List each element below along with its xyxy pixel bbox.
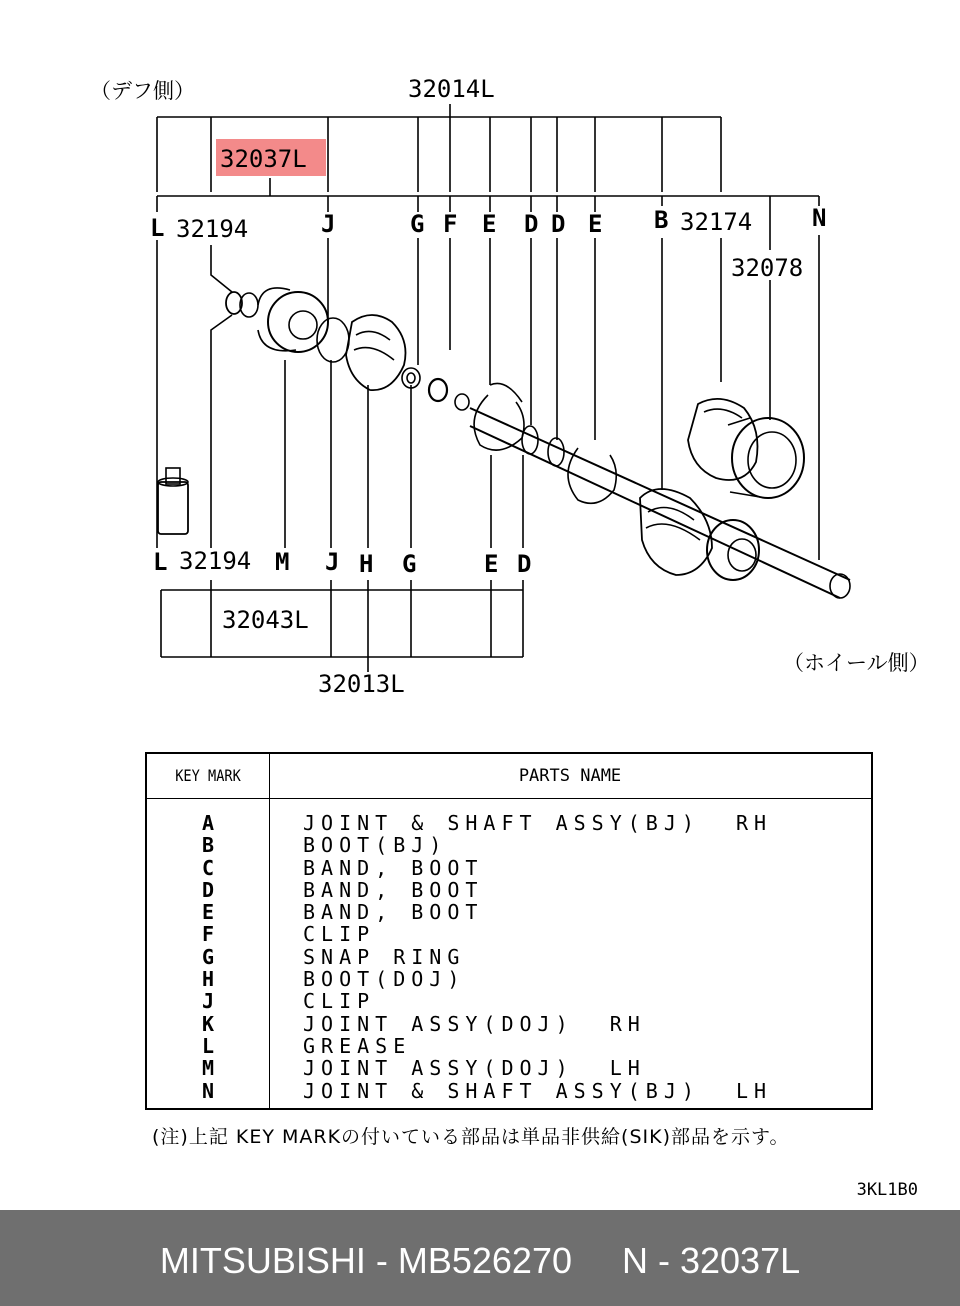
part-name: BOOT(BJ) (303, 833, 448, 858)
key-mark: G (201, 944, 215, 969)
target-part-number[interactable]: 32037L (220, 145, 307, 173)
label-G-top: G (410, 210, 425, 238)
table-row (147, 1057, 871, 1079)
caption-wheel-side: （ホイール側） (783, 651, 930, 675)
table-row (147, 857, 871, 879)
footnote: (注)上記 KEY MARKの付いている部品は単品非供給(SIK)部品を示す。 (152, 1126, 790, 1148)
part-name: JOINT ASSY(DOJ) RH (303, 1011, 646, 1036)
label-E-top-1: E (482, 210, 497, 238)
label-L-top: L (150, 214, 165, 242)
label-D-bottom: D (517, 550, 532, 578)
header-key-mark: KEY MARK (175, 766, 241, 785)
table-row (147, 1080, 871, 1102)
caption-diff-side: （デフ側） (90, 79, 195, 103)
label-H-bottom: H (359, 550, 374, 578)
label-32174: 32174 (680, 208, 753, 236)
part-name: BAND, BOOT (303, 877, 484, 902)
assy-32043L: 32043L (222, 606, 309, 634)
part-name: SNAP RING (303, 944, 466, 969)
label-32194-bottom: 32194 (179, 547, 252, 575)
label-32194-top: 32194 (176, 215, 249, 243)
key-mark: D (201, 877, 215, 902)
label-E-bottom: E (484, 550, 499, 578)
table-row (147, 923, 871, 945)
label-G-bottom: G (402, 550, 417, 578)
part-name: CLIP (303, 989, 376, 1014)
part-name: BOOT(DOJ) (303, 967, 466, 992)
label-F-top: F (443, 210, 458, 238)
table-row (147, 1013, 871, 1035)
key-mark: B (201, 833, 215, 858)
parts-legend-table (145, 752, 873, 1110)
table-row (147, 812, 871, 834)
part-name: JOINT & SHAFT ASSY(BJ) RH (303, 811, 773, 835)
key-mark: M (201, 1056, 215, 1081)
table-row (147, 901, 871, 923)
part-name: CLIP (303, 922, 376, 947)
assy-32014L: 32014L (408, 75, 495, 103)
label-N-top: N (812, 204, 827, 232)
header-parts-name: PARTS NAME (518, 766, 622, 786)
key-mark: J (201, 989, 215, 1014)
part-name: JOINT & SHAFT ASSY(BJ) LH (303, 1078, 773, 1103)
label-D-top-1: D (524, 210, 539, 238)
table-row (147, 834, 871, 856)
footer-bar (0, 1210, 960, 1306)
key-mark: F (201, 922, 215, 947)
key-mark: E (201, 900, 215, 925)
table-row (147, 946, 871, 968)
key-mark: C (201, 855, 215, 880)
label-B-top: B (654, 206, 669, 234)
part-name: BAND, BOOT (303, 855, 484, 880)
key-mark: K (201, 1011, 215, 1036)
table-row (147, 1035, 871, 1057)
key-mark: A (201, 811, 215, 835)
table-row (147, 879, 871, 901)
assy-32013L: 32013L (318, 670, 405, 698)
part-name: BAND, BOOT (303, 900, 484, 925)
label-D-top-2: D (551, 210, 566, 238)
key-mark: N (201, 1078, 215, 1103)
label-E-top-2: E (588, 210, 603, 238)
legend-rows (147, 812, 871, 1102)
label-J-top: J (321, 210, 336, 238)
table-row (147, 968, 871, 990)
key-mark: L (201, 1033, 215, 1058)
table-row (147, 990, 871, 1012)
drawing-code: 3KL1B0 (856, 1180, 918, 1200)
part-name: GREASE (303, 1033, 412, 1058)
label-32078: 32078 (731, 254, 804, 282)
key-mark: H (201, 967, 215, 992)
label-L-bottom: L (153, 548, 168, 576)
label-M-bottom: M (275, 548, 290, 576)
part-name: JOINT ASSY(DOJ) LH (303, 1056, 646, 1081)
footer-part-info: MITSUBISHI - MB526270 N - 32037L (159, 1240, 801, 1281)
label-J-bottom: J (325, 548, 340, 576)
